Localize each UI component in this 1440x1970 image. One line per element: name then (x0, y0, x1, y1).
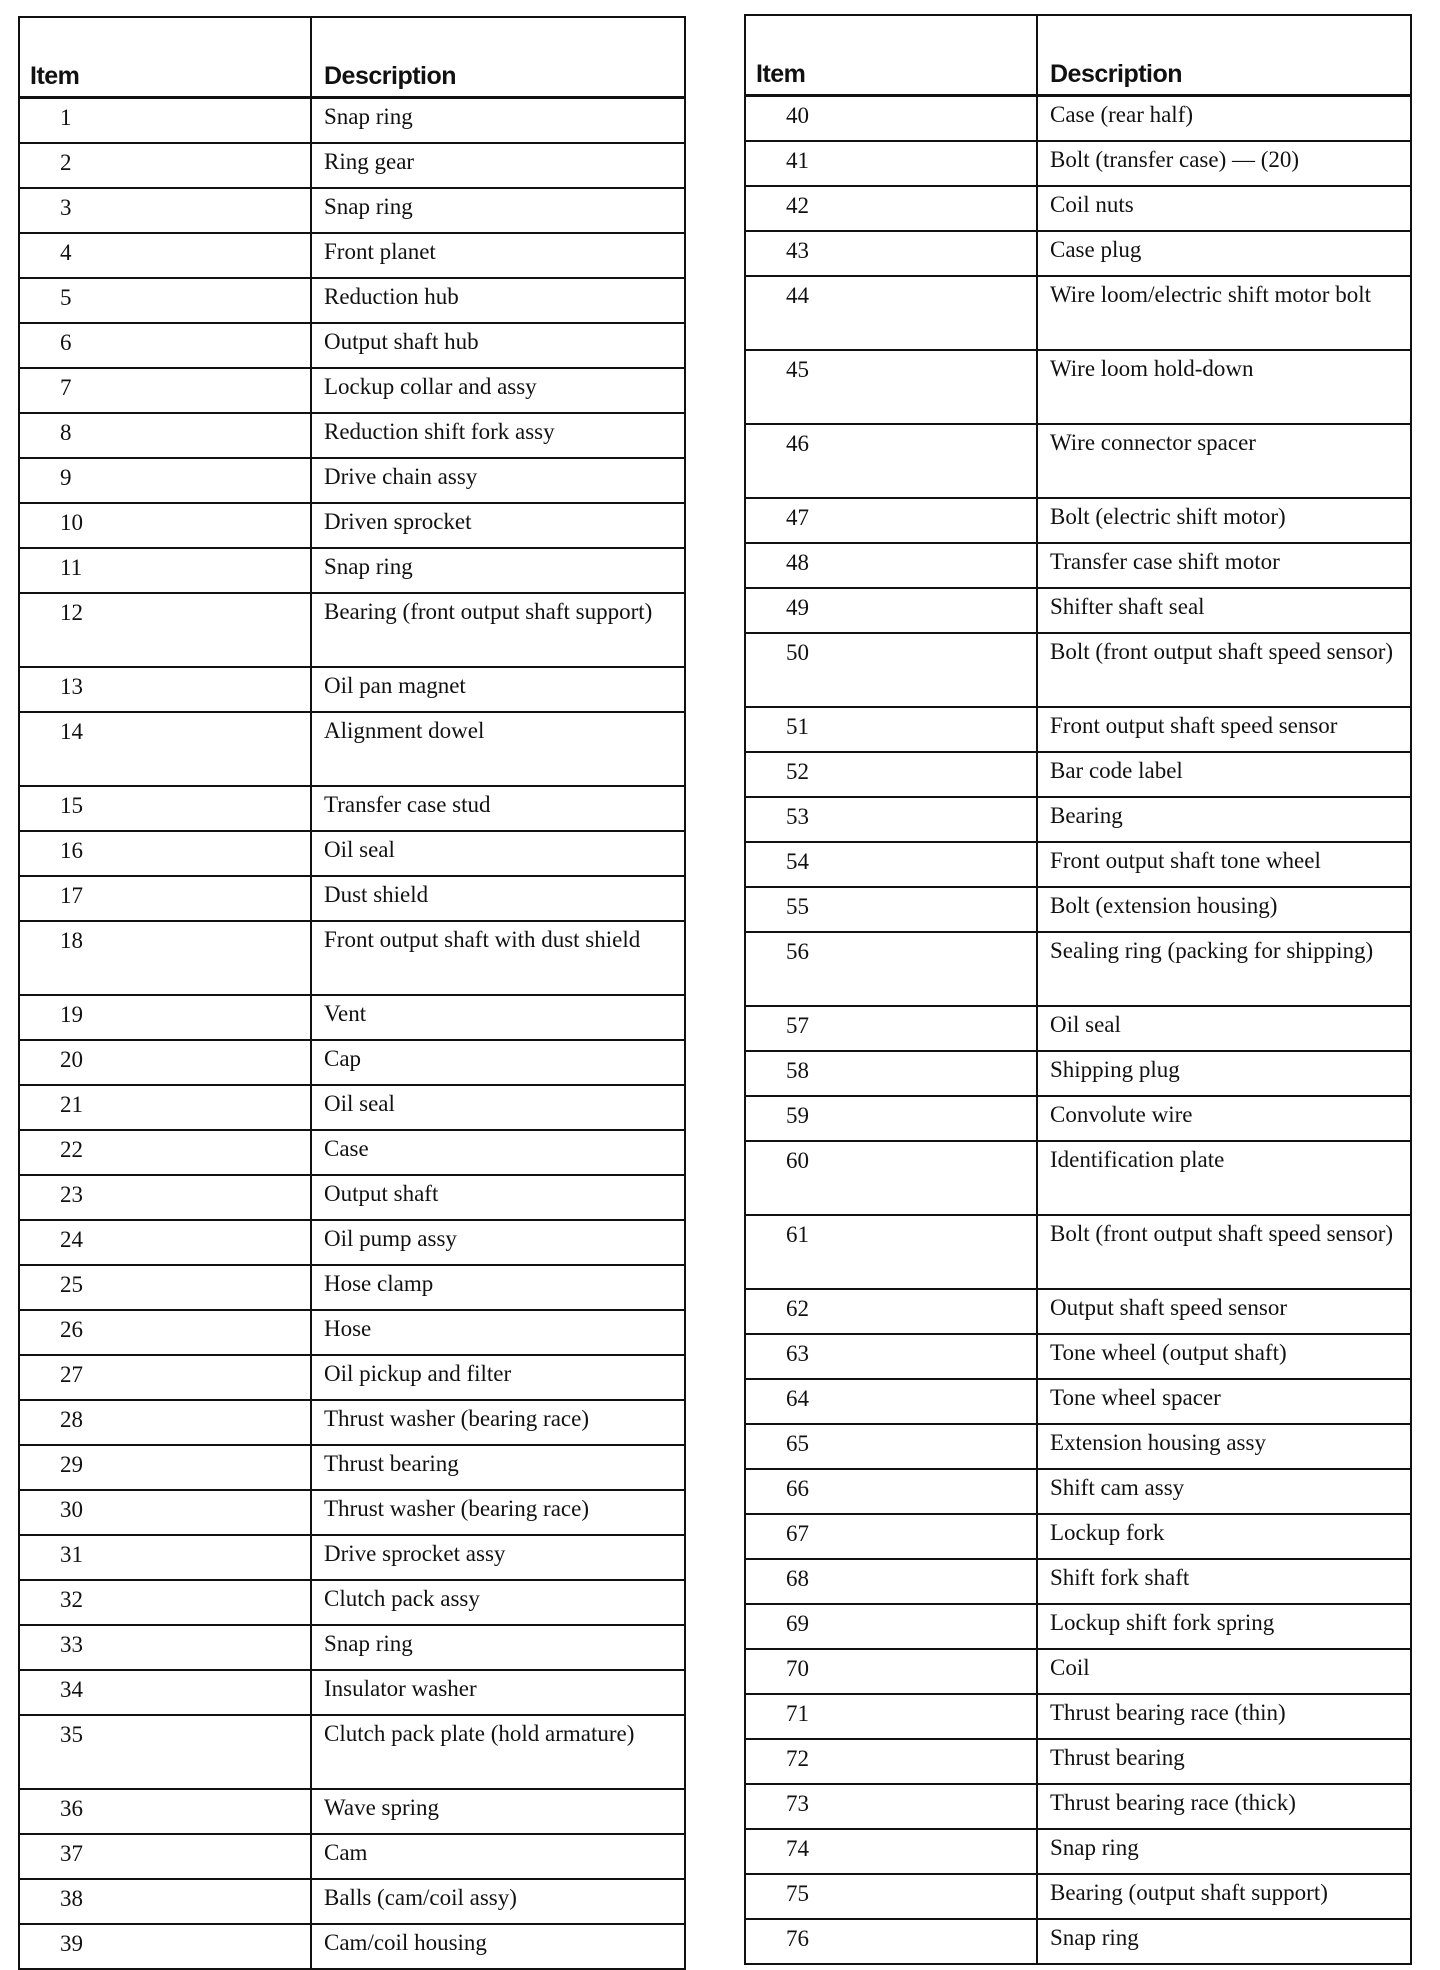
item-description: Snap ring (1037, 1829, 1411, 1874)
item-description: Lockup fork (1037, 1514, 1411, 1559)
item-description: Wire loom/electric shift motor bolt (1037, 276, 1411, 350)
table-row (745, 1215, 1411, 1289)
table-row (19, 1040, 685, 1085)
item-number: 58 (745, 1051, 1037, 1096)
item-description: Transfer case shift motor (1037, 543, 1411, 588)
item-number: 53 (745, 797, 1037, 842)
table-row (745, 588, 1411, 633)
table-row (19, 1175, 685, 1220)
table-row (19, 995, 685, 1040)
item-number: 63 (745, 1334, 1037, 1379)
item-description: Shifter shaft seal (1037, 588, 1411, 633)
item-number: 59 (745, 1096, 1037, 1141)
item-description: Identification plate (1037, 1141, 1411, 1215)
table-row (745, 1424, 1411, 1469)
table-row (745, 424, 1411, 498)
item-description: Cam/coil housing (311, 1924, 685, 1969)
item-number: 64 (745, 1379, 1037, 1424)
parts-table-right (744, 14, 1412, 1965)
table-row (19, 233, 685, 278)
table-row (745, 1604, 1411, 1649)
item-number: 74 (745, 1829, 1037, 1874)
item-description: Coil nuts (1037, 186, 1411, 231)
table-row (745, 1469, 1411, 1514)
item-description: Bar code label (1037, 752, 1411, 797)
item-description: Extension housing assy (1037, 1424, 1411, 1469)
item-number: 27 (19, 1355, 311, 1400)
table-row (19, 1085, 685, 1130)
item-number: 57 (745, 1006, 1037, 1051)
item-description: Insulator washer (311, 1670, 685, 1715)
table-row (19, 921, 685, 995)
item-description: Thrust bearing race (thin) (1037, 1694, 1411, 1739)
table-row (745, 1829, 1411, 1874)
table-row (19, 831, 685, 876)
item-description: Cap (311, 1040, 685, 1085)
item-description: Shift cam assy (1037, 1469, 1411, 1514)
item-description: Shift fork shaft (1037, 1559, 1411, 1604)
item-number: 36 (19, 1789, 311, 1834)
table-row (745, 1514, 1411, 1559)
item-column-header: Item (19, 17, 311, 98)
item-number: 12 (19, 593, 311, 667)
description-column-header: Description (311, 17, 685, 98)
table-row (19, 712, 685, 786)
item-description: Case plug (1037, 231, 1411, 276)
item-description: Wave spring (311, 1789, 685, 1834)
item-description: Oil pump assy (311, 1220, 685, 1265)
item-number: 21 (19, 1085, 311, 1130)
item-number: 22 (19, 1130, 311, 1175)
item-description: Output shaft (311, 1175, 685, 1220)
table-row (19, 278, 685, 323)
item-number: 72 (745, 1739, 1037, 1784)
item-description: Vent (311, 995, 685, 1040)
table-row (745, 186, 1411, 231)
item-number: 61 (745, 1215, 1037, 1289)
table-row (745, 842, 1411, 887)
table-row (745, 276, 1411, 350)
item-description: Oil seal (311, 831, 685, 876)
item-description: Bolt (front output shaft speed sensor) (1037, 1215, 1411, 1289)
item-number: 55 (745, 887, 1037, 932)
item-number: 18 (19, 921, 311, 995)
item-number: 65 (745, 1424, 1037, 1469)
item-number: 43 (745, 231, 1037, 276)
table-row (19, 1670, 685, 1715)
item-description: Case (311, 1130, 685, 1175)
item-number: 60 (745, 1141, 1037, 1215)
item-description: Snap ring (311, 98, 685, 144)
item-number: 67 (745, 1514, 1037, 1559)
item-description: Front planet (311, 233, 685, 278)
item-description: Snap ring (311, 188, 685, 233)
item-number: 13 (19, 667, 311, 712)
table-row (745, 1379, 1411, 1424)
table-row (19, 786, 685, 831)
item-number: 51 (745, 707, 1037, 752)
table-row (745, 1874, 1411, 1919)
table-row (745, 543, 1411, 588)
item-number: 41 (745, 141, 1037, 186)
table-row (19, 1130, 685, 1175)
item-number: 2 (19, 143, 311, 188)
table-row (19, 1625, 685, 1670)
item-number: 31 (19, 1535, 311, 1580)
item-number: 68 (745, 1559, 1037, 1604)
item-description: Tone wheel (output shaft) (1037, 1334, 1411, 1379)
item-description: Ring gear (311, 143, 685, 188)
item-description: Thrust washer (bearing race) (311, 1400, 685, 1445)
table-row (745, 1649, 1411, 1694)
table-row (745, 350, 1411, 424)
item-description: Thrust bearing (311, 1445, 685, 1490)
item-description: Snap ring (311, 1625, 685, 1670)
item-description: Thrust bearing (1037, 1739, 1411, 1784)
table-row (19, 1400, 685, 1445)
item-number: 56 (745, 932, 1037, 1006)
item-description: Bearing (front output shaft support) (311, 593, 685, 667)
item-number: 71 (745, 1694, 1037, 1739)
table-row (19, 188, 685, 233)
item-description: Shipping plug (1037, 1051, 1411, 1096)
table-row (745, 1051, 1411, 1096)
item-description: Bearing (1037, 797, 1411, 842)
table-row (745, 1334, 1411, 1379)
item-column-header: Item (745, 15, 1037, 96)
item-description: Oil pickup and filter (311, 1355, 685, 1400)
table-row (745, 141, 1411, 186)
item-description: Front output shaft speed sensor (1037, 707, 1411, 752)
item-number: 37 (19, 1834, 311, 1879)
item-number: 40 (745, 96, 1037, 142)
table-row (745, 797, 1411, 842)
item-number: 19 (19, 995, 311, 1040)
item-number: 73 (745, 1784, 1037, 1829)
table-row (745, 498, 1411, 543)
table-row (745, 1694, 1411, 1739)
parts-table-right-body (745, 96, 1411, 1965)
item-number: 14 (19, 712, 311, 786)
item-number: 48 (745, 543, 1037, 588)
table-header-row (19, 17, 685, 98)
item-description: Oil seal (311, 1085, 685, 1130)
table-row (745, 1559, 1411, 1604)
table-row (745, 752, 1411, 797)
table-row (745, 932, 1411, 1006)
item-number: 76 (745, 1919, 1037, 1964)
table-row (745, 1739, 1411, 1784)
item-number: 20 (19, 1040, 311, 1085)
item-number: 6 (19, 323, 311, 368)
table-row (745, 1919, 1411, 1964)
table-row (745, 1784, 1411, 1829)
item-number: 8 (19, 413, 311, 458)
item-number: 25 (19, 1265, 311, 1310)
item-description: Oil pan magnet (311, 667, 685, 712)
table-row (19, 98, 685, 144)
item-number: 47 (745, 498, 1037, 543)
item-number: 4 (19, 233, 311, 278)
item-number: 24 (19, 1220, 311, 1265)
table-row (19, 458, 685, 503)
table-row (745, 1289, 1411, 1334)
table-row (745, 1096, 1411, 1141)
item-number: 11 (19, 548, 311, 593)
parts-table-left-body (19, 98, 685, 1970)
item-number: 7 (19, 368, 311, 413)
item-description: Oil seal (1037, 1006, 1411, 1051)
table-row (19, 1879, 685, 1924)
table-row (19, 1789, 685, 1834)
table-row (19, 667, 685, 712)
item-number: 15 (19, 786, 311, 831)
item-number: 39 (19, 1924, 311, 1969)
item-number: 70 (745, 1649, 1037, 1694)
item-number: 32 (19, 1580, 311, 1625)
table-row (745, 707, 1411, 752)
item-number: 10 (19, 503, 311, 548)
item-number: 9 (19, 458, 311, 503)
item-description: Convolute wire (1037, 1096, 1411, 1141)
item-description: Output shaft hub (311, 323, 685, 368)
table-row (19, 1535, 685, 1580)
item-description: Front output shaft tone wheel (1037, 842, 1411, 887)
table-row (19, 1834, 685, 1879)
item-description: Alignment dowel (311, 712, 685, 786)
item-number: 42 (745, 186, 1037, 231)
table-row (19, 593, 685, 667)
item-number: 69 (745, 1604, 1037, 1649)
parts-table-left (18, 16, 686, 1970)
item-description: Driven sprocket (311, 503, 685, 548)
item-description: Hose clamp (311, 1265, 685, 1310)
item-number: 66 (745, 1469, 1037, 1514)
item-number: 62 (745, 1289, 1037, 1334)
item-description: Cam (311, 1834, 685, 1879)
item-number: 29 (19, 1445, 311, 1490)
item-description: Drive chain assy (311, 458, 685, 503)
item-description: Sealing ring (packing for shipping) (1037, 932, 1411, 1006)
table-row (19, 143, 685, 188)
item-description: Thrust bearing race (thick) (1037, 1784, 1411, 1829)
item-description: Hose (311, 1310, 685, 1355)
item-number: 28 (19, 1400, 311, 1445)
table-row (745, 1141, 1411, 1215)
item-number: 38 (19, 1879, 311, 1924)
table-row (19, 368, 685, 413)
table-row (19, 1310, 685, 1355)
table-row (19, 1490, 685, 1535)
table-row (19, 413, 685, 458)
item-description: Bearing (output shaft support) (1037, 1874, 1411, 1919)
table-row (19, 503, 685, 548)
item-number: 45 (745, 350, 1037, 424)
table-row (745, 887, 1411, 932)
item-number: 5 (19, 278, 311, 323)
table-row (19, 1715, 685, 1789)
item-number: 16 (19, 831, 311, 876)
item-number: 33 (19, 1625, 311, 1670)
table-row (19, 1445, 685, 1490)
item-number: 75 (745, 1874, 1037, 1919)
item-number: 26 (19, 1310, 311, 1355)
item-description: Reduction shift fork assy (311, 413, 685, 458)
item-description: Reduction hub (311, 278, 685, 323)
item-description: Clutch pack assy (311, 1580, 685, 1625)
table-row (19, 1580, 685, 1625)
item-description: Front output shaft with dust shield (311, 921, 685, 995)
item-description: Case (rear half) (1037, 96, 1411, 142)
item-description: Wire loom hold-down (1037, 350, 1411, 424)
item-number: 30 (19, 1490, 311, 1535)
item-description: Coil (1037, 1649, 1411, 1694)
item-number: 54 (745, 842, 1037, 887)
table-row (19, 1924, 685, 1969)
item-description: Output shaft speed sensor (1037, 1289, 1411, 1334)
table-row (19, 876, 685, 921)
table-row (19, 548, 685, 593)
item-number: 17 (19, 876, 311, 921)
table-row (745, 231, 1411, 276)
item-description: Bolt (extension housing) (1037, 887, 1411, 932)
table-header-row (745, 15, 1411, 96)
item-description: Transfer case stud (311, 786, 685, 831)
item-description: Balls (cam/coil assy) (311, 1879, 685, 1924)
item-number: 49 (745, 588, 1037, 633)
table-row (19, 1220, 685, 1265)
item-description: Lockup collar and assy (311, 368, 685, 413)
table-row (19, 323, 685, 368)
item-description: Snap ring (311, 548, 685, 593)
item-number: 44 (745, 276, 1037, 350)
item-description: Thrust washer (bearing race) (311, 1490, 685, 1535)
table-row (745, 1006, 1411, 1051)
table-row (19, 1265, 685, 1310)
item-description: Drive sprocket assy (311, 1535, 685, 1580)
item-number: 50 (745, 633, 1037, 707)
table-row (745, 633, 1411, 707)
item-description: Wire connector spacer (1037, 424, 1411, 498)
item-number: 46 (745, 424, 1037, 498)
item-number: 34 (19, 1670, 311, 1715)
item-description: Tone wheel spacer (1037, 1379, 1411, 1424)
item-description: Bolt (front output shaft speed sensor) (1037, 633, 1411, 707)
item-description: Bolt (transfer case) — (20) (1037, 141, 1411, 186)
item-number: 35 (19, 1715, 311, 1789)
item-description: Dust shield (311, 876, 685, 921)
item-description: Bolt (electric shift motor) (1037, 498, 1411, 543)
table-row (745, 96, 1411, 142)
item-number: 52 (745, 752, 1037, 797)
item-number: 1 (19, 98, 311, 144)
item-number: 23 (19, 1175, 311, 1220)
item-number: 3 (19, 188, 311, 233)
item-description: Snap ring (1037, 1919, 1411, 1964)
item-description: Clutch pack plate (hold armature) (311, 1715, 685, 1789)
item-description: Lockup shift fork spring (1037, 1604, 1411, 1649)
table-row (19, 1355, 685, 1400)
description-column-header: Description (1037, 15, 1411, 96)
